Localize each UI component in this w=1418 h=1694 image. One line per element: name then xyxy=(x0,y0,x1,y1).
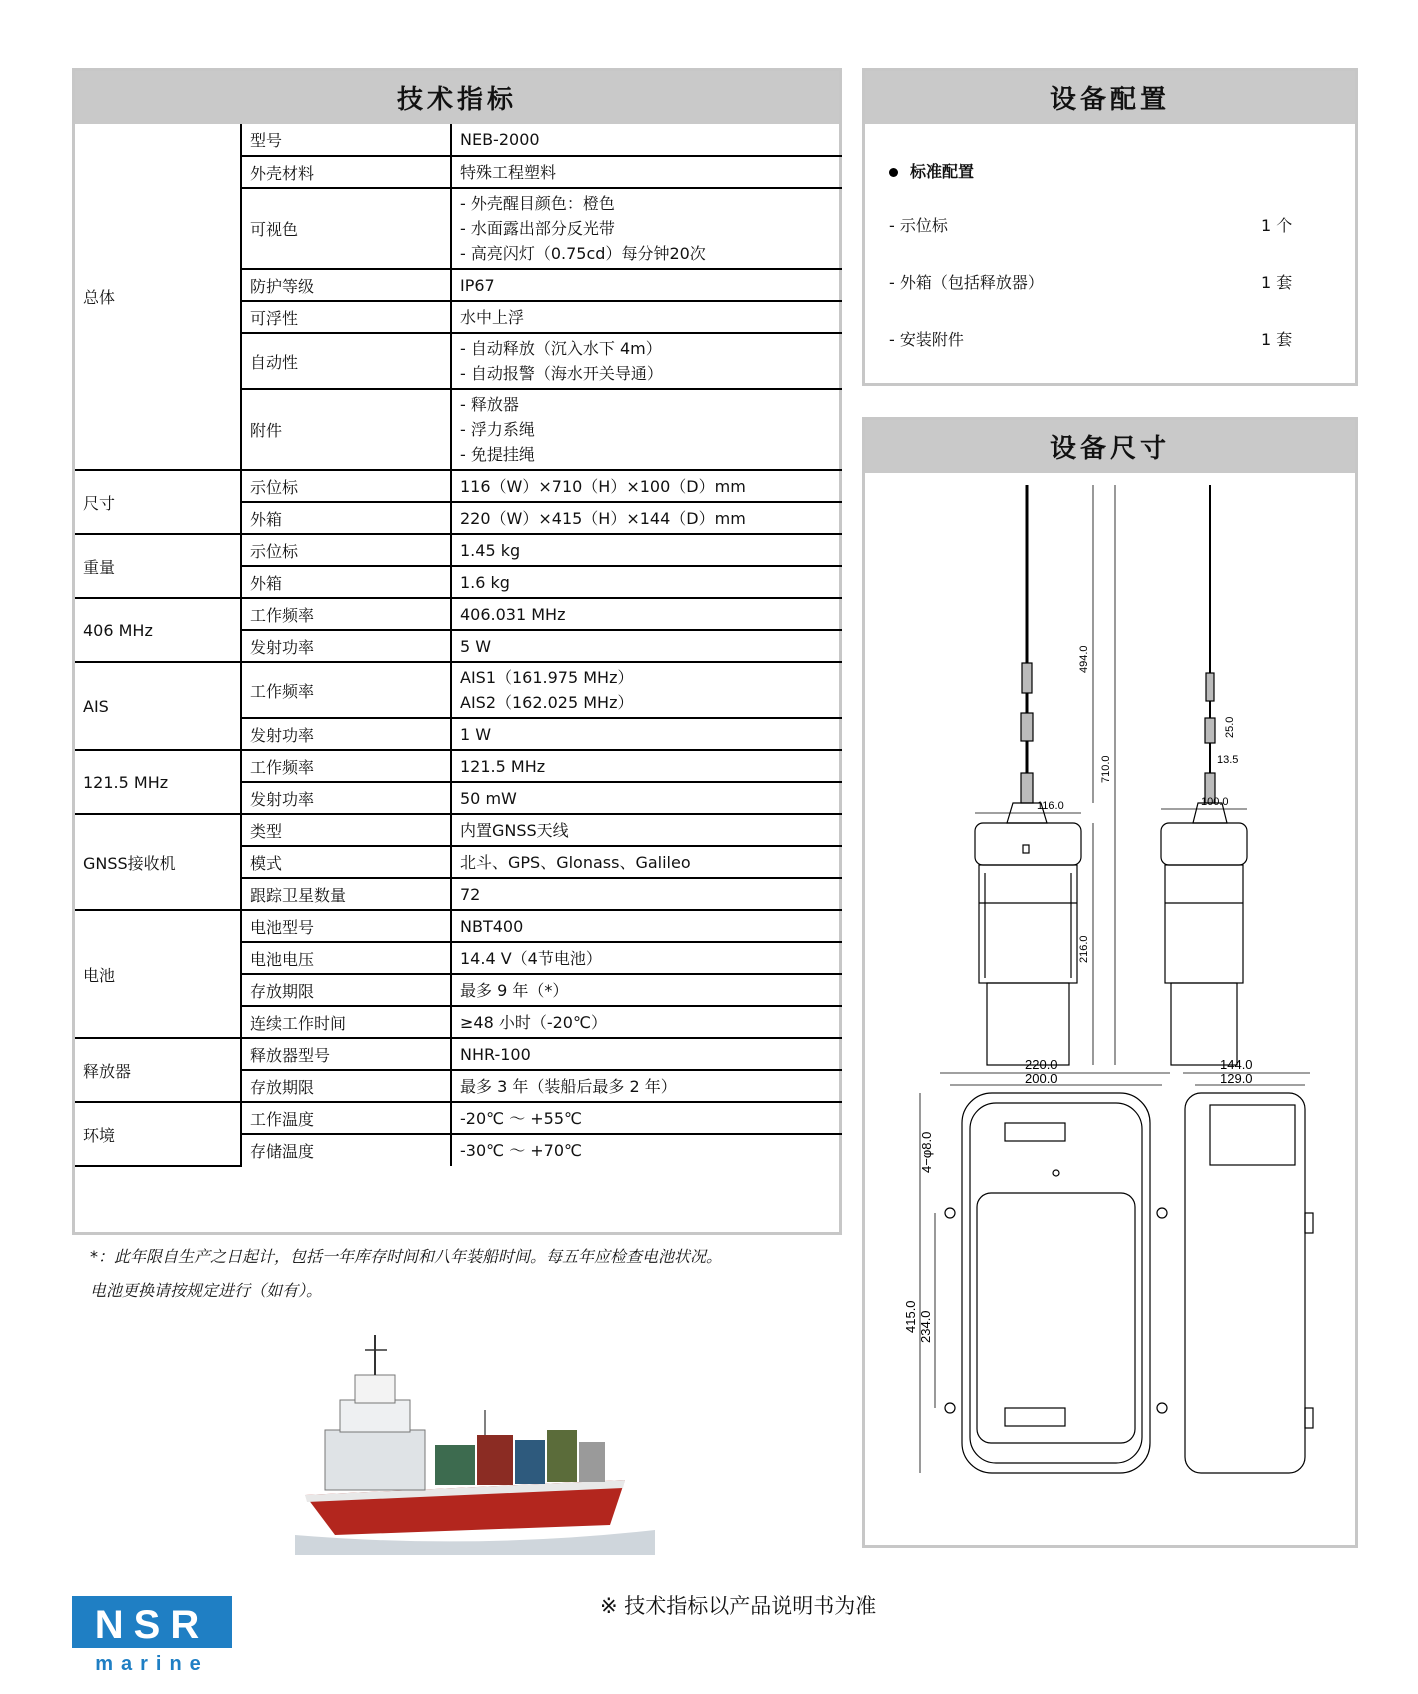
dimensions-title: 设备尺寸 xyxy=(865,420,1355,473)
spec-value xyxy=(451,1038,842,1070)
spec-value xyxy=(451,1070,842,1102)
spec-label: 工作频率 xyxy=(241,662,451,718)
spec-category: 406 MHz xyxy=(75,598,241,662)
spec-value xyxy=(451,630,842,662)
cargo-ship-image xyxy=(295,1330,655,1555)
spec-category: 重量 xyxy=(75,534,241,598)
spec-value-line: 406.031 MHz xyxy=(460,604,566,624)
config-heading-label: 标准配置 xyxy=(910,162,975,181)
spec-value-line: 72 xyxy=(460,884,481,904)
spec-label: 类型 xyxy=(241,814,451,846)
spec-value xyxy=(451,942,842,974)
spec-row xyxy=(75,750,842,782)
config-item xyxy=(889,270,1329,293)
config-item xyxy=(889,213,1329,236)
spec-label: 连续工作时间 xyxy=(241,1006,451,1038)
label-box-depth-outer: 144.0 xyxy=(1220,1057,1253,1072)
spec-value-line: - 自动释放（沉入水下 4m） xyxy=(460,339,662,358)
spec-value-line: 1.6 kg xyxy=(460,572,510,592)
config-item-name: - 外箱（包括释放器） xyxy=(889,273,1044,292)
spec-title: 技术指标 xyxy=(75,71,839,124)
spec-value xyxy=(451,301,842,333)
spec-label: 模式 xyxy=(241,846,451,878)
spec-row xyxy=(75,662,842,718)
label-box-height-outer: 415.0 xyxy=(903,1300,918,1333)
spec-category: GNSS接收机 xyxy=(75,814,241,910)
spec-label: 存放期限 xyxy=(241,974,451,1006)
spec-label: 外箱 xyxy=(241,502,451,534)
spec-value-line: NBT400 xyxy=(460,916,524,936)
spec-value xyxy=(451,156,842,188)
spec-value-line: 14.4 V（4节电池） xyxy=(460,948,602,968)
spec-label: 发射功率 xyxy=(241,782,451,814)
spec-value-line: 最多 3 年（装船后最多 2 年） xyxy=(460,1076,677,1096)
label-total: 710.0 xyxy=(1100,755,1112,783)
footnote-line-2: 电池更换请按规定进行（如有）。 xyxy=(90,1281,323,1300)
spec-label: 工作温度 xyxy=(241,1102,451,1134)
spec-value xyxy=(451,662,842,718)
spec-category: 释放器 xyxy=(75,1038,241,1102)
spec-value-line: - 外壳醒目颜色：橙色 xyxy=(460,194,615,213)
spec-value-line: - 释放器 xyxy=(460,395,519,414)
spec-value-line: - 自动报警（海水开关导通） xyxy=(460,364,663,383)
spec-row xyxy=(75,1102,842,1134)
spec-value xyxy=(451,782,842,814)
spec-value-line: - 水面露出部分反光带 xyxy=(460,219,615,238)
spec-label: 跟踪卫星数量 xyxy=(241,878,451,910)
spec-label: 存放期限 xyxy=(241,1070,451,1102)
svg-text:marine: marine xyxy=(95,1653,209,1674)
spec-value-line: 特殊工程塑料 xyxy=(460,162,557,182)
config-item-qty: 1 个 xyxy=(1261,216,1293,235)
dimension-drawing xyxy=(865,473,1355,1545)
spec-value xyxy=(451,1006,842,1038)
spec-value-line: -30℃ ～ +70℃ xyxy=(460,1141,583,1160)
spec-value xyxy=(451,124,842,156)
footnote-line-1: *：此年限自生产之日起计，包括一年库存时间和八年装船时间。每五年应检查电池状况。 xyxy=(90,1247,723,1266)
spec-label: 外箱 xyxy=(241,566,451,598)
spec-row xyxy=(75,124,842,156)
spec-value xyxy=(451,534,842,566)
box-front-view xyxy=(920,1073,1170,1473)
spec-row xyxy=(75,814,842,846)
spec-value xyxy=(451,566,842,598)
box-side-view xyxy=(1183,1073,1313,1473)
config-panel xyxy=(862,68,1358,386)
spec-label: 存储温度 xyxy=(241,1134,451,1166)
spec-value-line: 220（W）×415（H）×144（D）mm xyxy=(460,508,746,528)
config-item-qty: 1 套 xyxy=(1261,330,1293,349)
spec-value xyxy=(451,1134,842,1166)
spec-label: 可浮性 xyxy=(241,301,451,333)
spec-value-line: NHR-100 xyxy=(460,1044,531,1064)
spec-row xyxy=(75,1038,842,1070)
config-item-name: - 安装附件 xyxy=(889,330,964,349)
spec-label: 附件 xyxy=(241,389,451,470)
spec-row xyxy=(75,598,842,630)
label-body-height: 216.0 xyxy=(1078,935,1090,963)
label-depth: 100.0 xyxy=(1201,796,1229,808)
spec-label: 工作频率 xyxy=(241,750,451,782)
spec-value xyxy=(451,878,842,910)
label-box-width-inner: 200.0 xyxy=(1025,1071,1058,1086)
spec-value-line: NEB-2000 xyxy=(460,130,540,149)
bottom-note: ※ 技术指标以产品说明书为准 xyxy=(600,1594,877,1618)
svg-text:NSR: NSR xyxy=(94,1603,210,1647)
spec-category: 总体 xyxy=(75,124,241,470)
spec-value xyxy=(451,188,842,269)
spec-value-line: 116（W）×710（H）×100（D）mm xyxy=(460,476,746,496)
spec-label: 示位标 xyxy=(241,534,451,566)
spec-value-line: -20℃ ～ +55℃ xyxy=(460,1108,583,1128)
config-item xyxy=(889,327,1329,350)
spec-value xyxy=(451,718,842,750)
spec-value-line: 水中上浮 xyxy=(460,307,525,327)
spec-label: 电池型号 xyxy=(241,910,451,942)
spec-row xyxy=(75,470,842,502)
spec-value-line: - 免提挂绳 xyxy=(460,445,535,464)
spec-value-line: 北斗、GPS、Glonass、Galileo xyxy=(460,852,691,872)
spec-value xyxy=(451,1102,842,1134)
spec-category: 环境 xyxy=(75,1102,241,1166)
spec-value xyxy=(451,269,842,301)
spec-value xyxy=(451,814,842,846)
config-heading xyxy=(889,159,974,182)
spec-category: 121.5 MHz xyxy=(75,750,241,814)
spec-label: 型号 xyxy=(241,124,451,156)
spec-row xyxy=(75,910,842,942)
footnote xyxy=(90,1240,850,1308)
spec-value-line: 内置GNSS天线 xyxy=(460,820,569,840)
beacon-front-view xyxy=(975,485,1081,1065)
spec-value xyxy=(451,910,842,942)
spec-category: AIS xyxy=(75,662,241,750)
spec-value-line: 121.5 MHz xyxy=(460,756,546,776)
nsr-marine-logo xyxy=(72,1596,232,1674)
spec-value-line: - 高亮闪灯（0.75cd）每分钟20次 xyxy=(460,244,706,263)
spec-value xyxy=(451,389,842,470)
spec-table xyxy=(75,124,842,1167)
config-title: 设备配置 xyxy=(865,71,1355,124)
spec-label: 自动性 xyxy=(241,333,451,389)
spec-value xyxy=(451,846,842,878)
spec-category: 电池 xyxy=(75,910,241,1038)
spec-label: 可视色 xyxy=(241,188,451,269)
spec-value xyxy=(451,333,842,389)
label-stripe: 25.0 xyxy=(1224,716,1236,738)
spec-value-line: 1.45 kg xyxy=(460,540,521,560)
spec-value-line: ≥48 小时（-20℃） xyxy=(460,1012,607,1032)
spec-label: 外壳材料 xyxy=(241,156,451,188)
label-box-width-outer: 220.0 xyxy=(1025,1057,1058,1072)
spec-label: 防护等级 xyxy=(241,269,451,301)
label-body-width: 116.0 xyxy=(1037,800,1064,812)
spec-value xyxy=(451,502,842,534)
spec-value xyxy=(451,750,842,782)
config-item-name: - 示位标 xyxy=(889,216,948,235)
label-holes: 4−φ8.0 xyxy=(919,1131,934,1173)
beacon-side-view xyxy=(1161,485,1247,1065)
spec-category: 尺寸 xyxy=(75,470,241,534)
spec-label: 示位标 xyxy=(241,470,451,502)
spec-label: 发射功率 xyxy=(241,718,451,750)
config-item-qty: 1 套 xyxy=(1261,273,1293,292)
bullet-icon xyxy=(889,168,898,177)
spec-value-line: AIS2（162.025 MHz） xyxy=(460,693,634,712)
spec-value-line: 1 W xyxy=(460,724,492,744)
spec-value-line: IP67 xyxy=(460,275,495,295)
spec-value-line: - 浮力系绳 xyxy=(460,420,535,439)
spec-value-line: 最多 9 年（*） xyxy=(460,980,569,1000)
spec-label: 释放器型号 xyxy=(241,1038,451,1070)
spec-value xyxy=(451,598,842,630)
label-box-height-inner: 234.0 xyxy=(918,1310,933,1343)
label-gap: 13.5 xyxy=(1217,754,1239,766)
spec-value-line: 50 mW xyxy=(460,788,517,808)
spec-panel xyxy=(72,68,842,1235)
spec-label: 电池电压 xyxy=(241,942,451,974)
spec-value-line: AIS1（161.975 MHz） xyxy=(460,668,634,687)
dimensions-panel xyxy=(862,417,1358,1548)
spec-label: 工作频率 xyxy=(241,598,451,630)
label-box-depth-inner: 129.0 xyxy=(1220,1071,1253,1086)
spec-value xyxy=(451,470,842,502)
label-antenna: 494.0 xyxy=(1078,645,1090,673)
spec-label: 发射功率 xyxy=(241,630,451,662)
spec-value-line: 5 W xyxy=(460,636,492,656)
spec-value xyxy=(451,974,842,1006)
spec-row xyxy=(75,534,842,566)
